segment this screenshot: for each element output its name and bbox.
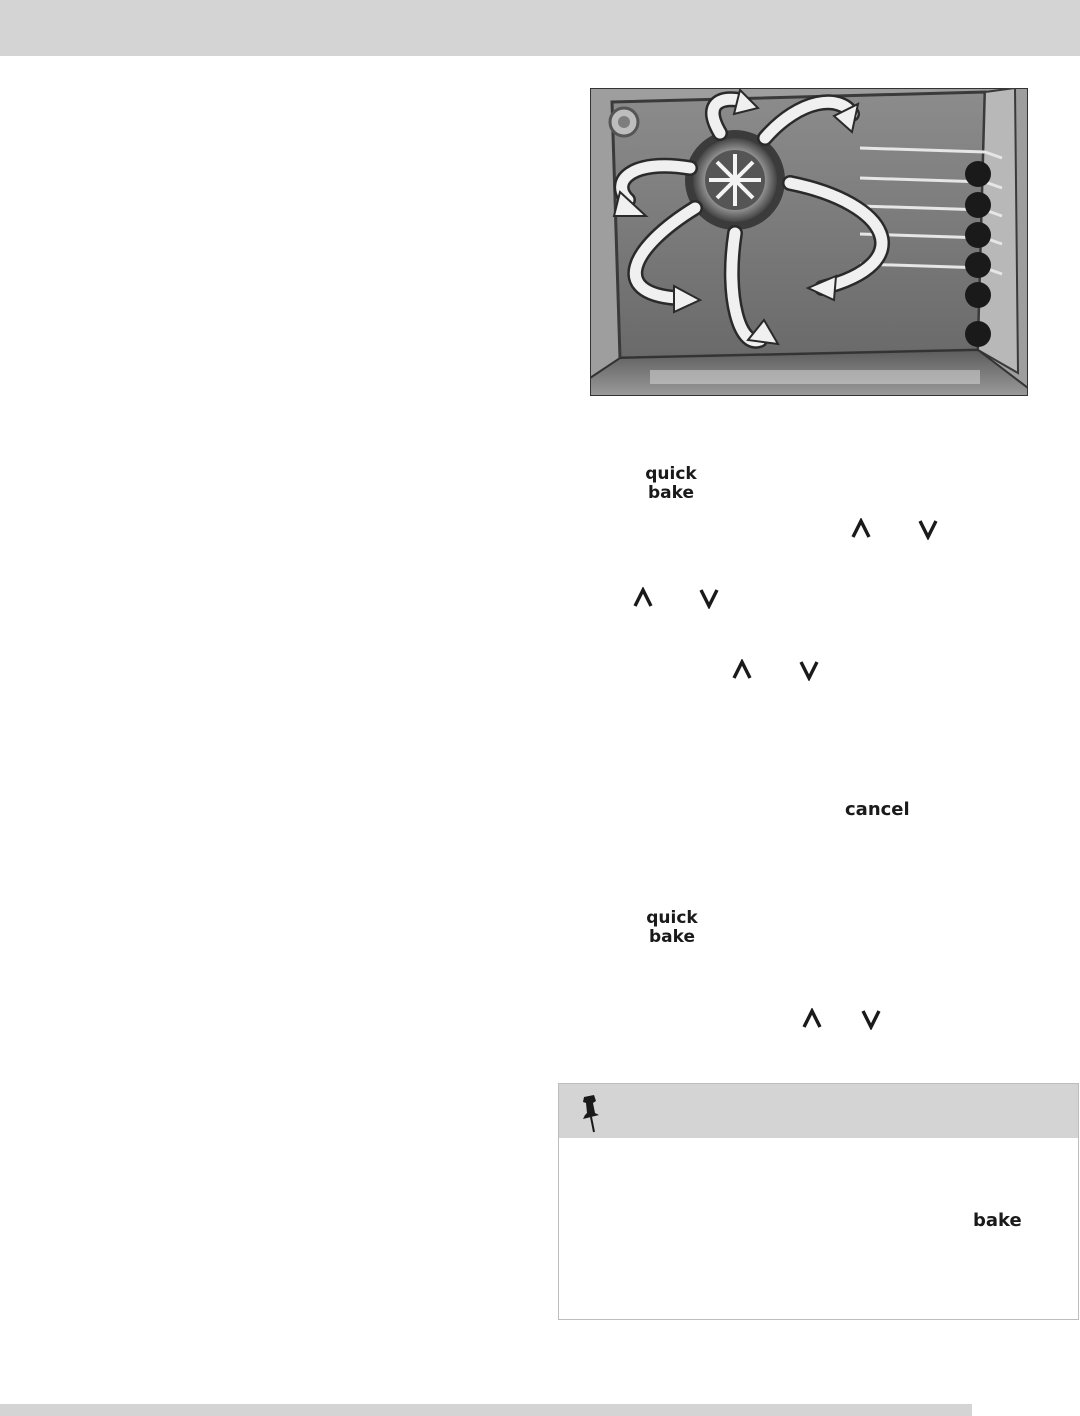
- down-arrow-icon: [698, 587, 720, 609]
- up-arrow-icon: [632, 587, 654, 609]
- quick-bake-key-line2: bake: [648, 927, 696, 947]
- down-arrow-icon: [798, 659, 820, 681]
- cancel-key: cancel: [845, 799, 910, 820]
- quick-bake-key-line1: quick: [645, 464, 697, 484]
- oven-convection-photo: [590, 88, 1028, 396]
- note-box: [558, 1083, 1079, 1320]
- bake-key: bake: [973, 1210, 1022, 1231]
- header-band: [0, 0, 1080, 56]
- up-arrow-icon: [850, 518, 872, 540]
- down-arrow-icon: [917, 518, 939, 540]
- up-arrow-icon: [731, 659, 753, 681]
- note-header: [559, 1084, 1078, 1138]
- quick-bake-key: [636, 465, 706, 503]
- up-arrow-icon: [801, 1008, 823, 1030]
- quick-bake-key-line1: quick: [646, 908, 698, 928]
- quick-bake-key: [637, 909, 707, 947]
- footer-band: [0, 1404, 972, 1416]
- down-arrow-icon: [860, 1008, 882, 1030]
- pushpin-icon: [577, 1093, 603, 1133]
- quick-bake-key-line2: bake: [647, 483, 695, 503]
